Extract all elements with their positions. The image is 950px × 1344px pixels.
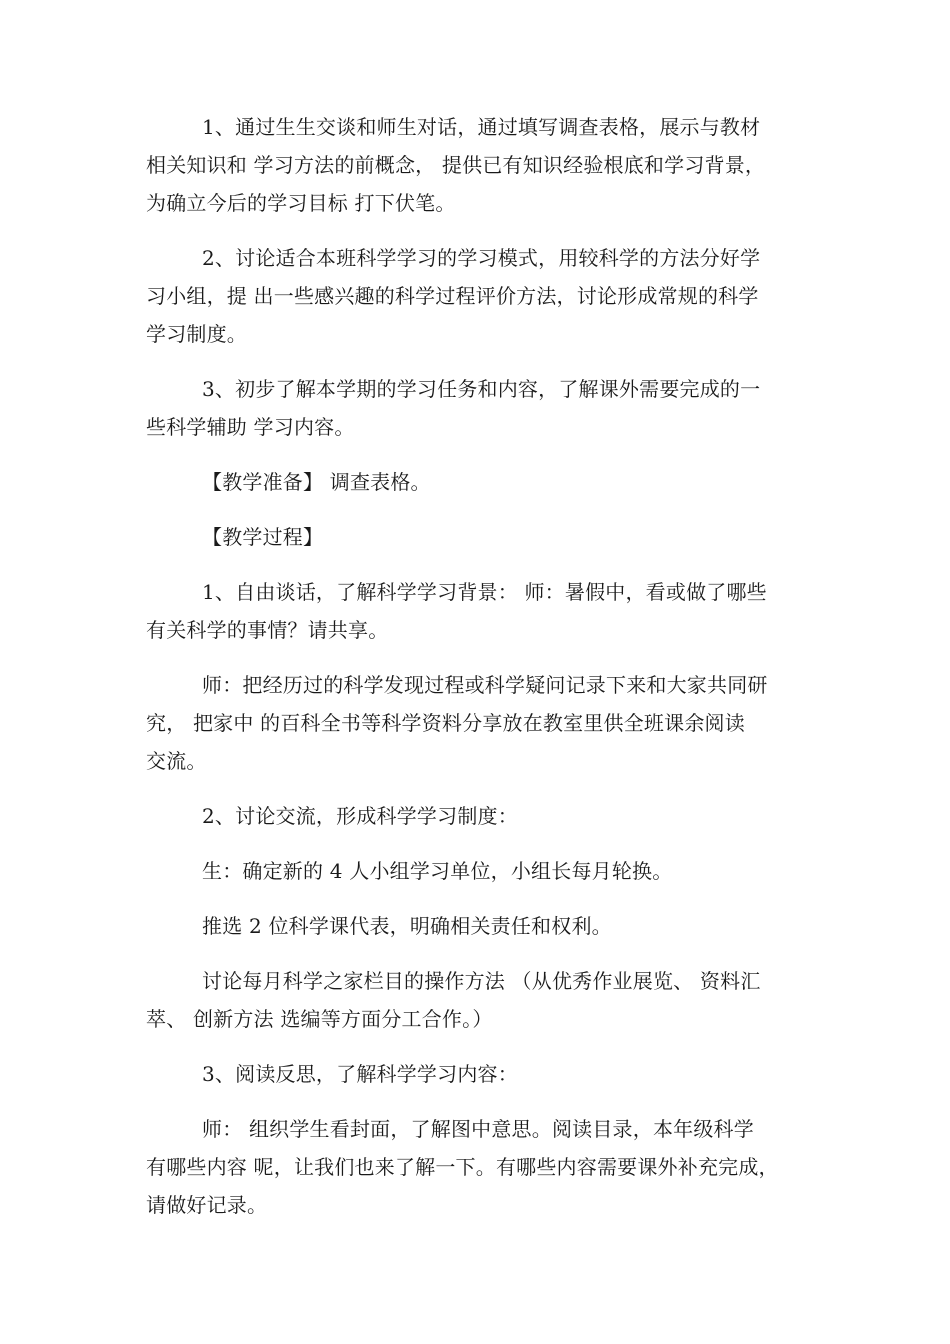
text-line: 萃、 创新方法 选编等方面分工合作。）	[146, 1007, 493, 1031]
paragraph-goal-3	[146, 370, 811, 446]
paragraph-process-heading	[146, 518, 811, 556]
text-line: 2、讨论适合本班科学学习的学习模式，用较科学的方法分好学	[202, 246, 761, 270]
paragraph-student-2	[146, 907, 811, 945]
paragraph-preparation	[146, 463, 811, 501]
text-line: 生：确定新的 4 人小组学习单位，小组长每月轮换。	[202, 859, 673, 883]
paragraph-goal-1	[146, 108, 811, 222]
text-line: 讨论每月科学之家栏目的操作方法 （从优秀作业展览、 资料汇	[202, 969, 761, 993]
paragraph-discussion	[146, 962, 811, 1038]
text-line: 有哪些内容 呢，让我们也来了解一下。有哪些内容需要课外补充完成，	[146, 1155, 779, 1179]
text-line: 1、自由谈话，了解科学学习背景： 师：暑假中，看或做了哪些	[202, 580, 767, 604]
text-line: 些科学辅助 学习内容。	[146, 415, 355, 439]
text-line: 请做好记录。	[146, 1193, 268, 1217]
text-line: 推选 2 位科学课代表，明确相关责任和权利。	[202, 914, 612, 938]
text-line: 为确立今后的学习目标 打下伏笔。	[146, 191, 456, 215]
paragraph-step-2	[146, 797, 811, 835]
document-page	[146, 108, 811, 1241]
text-line: 学习制度。	[146, 322, 247, 346]
text-line: 究， 把家中 的百科全书等科学资料分享放在教室里供全班课余阅读	[146, 711, 745, 735]
text-line: 有关科学的事情？请共享。	[146, 618, 389, 642]
section-heading: 【教学准备】 调查表格。	[202, 470, 431, 494]
text-line: 师：把经历过的科学发现过程或科学疑问记录下来和大家共同研	[202, 673, 768, 697]
text-line: 师： 组织学生看封面，了解图中意思。阅读目录，本年级科学	[202, 1117, 754, 1141]
text-line: 2、讨论交流，形成科学学习制度：	[202, 804, 518, 828]
paragraph-goal-2	[146, 239, 811, 353]
section-heading: 【教学过程】	[202, 525, 324, 549]
paragraph-student-1	[146, 852, 811, 890]
text-line: 3、初步了解本学期的学习任务和内容，了解课外需要完成的一	[202, 377, 761, 401]
paragraph-step-1	[146, 573, 811, 649]
text-line: 交流。	[146, 749, 207, 773]
text-line: 习小组，提 出一些感兴趣的科学过程评价方法，讨论形成常规的科学	[146, 284, 759, 308]
text-line: 1、通过生生交谈和师生对话，通过填写调查表格，展示与教材	[202, 115, 761, 139]
paragraph-teacher-1	[146, 666, 811, 780]
paragraph-teacher-2	[146, 1110, 811, 1224]
text-line: 3、阅读反思，了解科学学习内容：	[202, 1062, 518, 1086]
text-line: 相关知识和 学习方法的前概念， 提供已有知识经验根底和学习背景，	[146, 153, 766, 177]
paragraph-step-3	[146, 1055, 811, 1093]
